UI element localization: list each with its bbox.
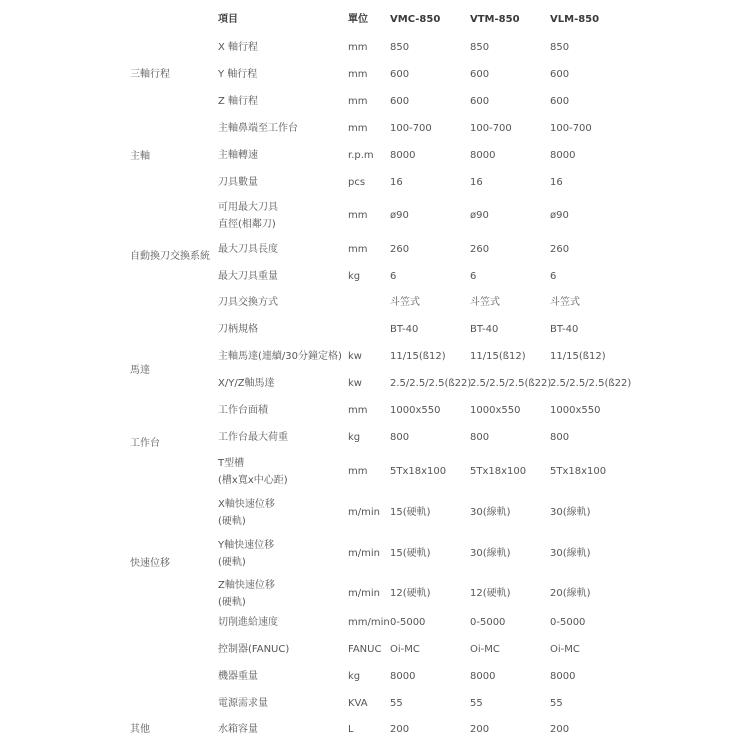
row-value-model-1: 600 xyxy=(390,69,410,80)
row-value-model-1: 12(硬軌) xyxy=(390,588,431,599)
row-item-label: (硬軌) xyxy=(218,557,246,568)
row-value-model-2: 600 xyxy=(470,69,490,80)
row-value-model-1: 600 xyxy=(390,96,410,107)
row-value-model-3: 8000 xyxy=(550,671,576,682)
row-unit: mm xyxy=(348,210,368,221)
row-value-model-3: 30(線軌) xyxy=(550,548,591,559)
row-item-label: (硬軌) xyxy=(218,516,246,527)
row-value-model-1: 850 xyxy=(390,42,410,53)
row-value-model-2: 30(線軌) xyxy=(470,507,511,518)
row-value-model-2: 260 xyxy=(470,244,490,255)
group-label: 三軸行程 xyxy=(130,69,170,80)
row-value-model-3: 5Tx18x100 xyxy=(550,466,607,477)
row-value-model-2: 1000x550 xyxy=(470,405,521,416)
group-label: 自動換刀交換系統 xyxy=(130,251,210,262)
row-value-model-2: 5Tx18x100 xyxy=(470,466,527,477)
row-value-model-2: 200 xyxy=(470,724,490,735)
row-value-model-3: 11/15(ß12) xyxy=(550,351,606,362)
row-value-model-2: Oi-MC xyxy=(470,644,500,655)
row-unit: kg xyxy=(348,432,361,443)
row-value-model-3: Oi-MC xyxy=(550,644,580,655)
row-value-model-3: 1000x550 xyxy=(550,405,601,416)
row-item-label: 最大刀具長度 xyxy=(218,244,278,255)
row-unit: mm xyxy=(348,69,368,80)
row-unit: m/min xyxy=(348,588,380,599)
row-unit: mm xyxy=(348,466,368,477)
group-label: 其他 xyxy=(130,724,150,735)
row-item-label: X軸快速位移 xyxy=(218,499,275,510)
row-unit: FANUC xyxy=(348,644,382,655)
row-value-model-2: 850 xyxy=(470,42,490,53)
row-value-model-1: 6 xyxy=(390,271,397,282)
row-unit: pcs xyxy=(348,177,366,188)
row-value-model-2: 2.5/2.5/2.5(ß22) xyxy=(470,378,552,389)
header-model-1: VMC-850 xyxy=(390,14,441,25)
row-item-label: (槽x寬x中心距) xyxy=(218,475,288,486)
row-value-model-1: 8000 xyxy=(390,150,416,161)
row-value-model-2: 55 xyxy=(470,698,483,709)
row-item-label: Y 軸行程 xyxy=(218,69,258,80)
row-value-model-2: 6 xyxy=(470,271,477,282)
row-item-label: 主軸轉速 xyxy=(218,150,258,161)
row-value-model-1: 斗笠式 xyxy=(390,297,420,308)
group-label: 馬達 xyxy=(130,365,150,376)
row-item-label: 主軸鼻端至工作台 xyxy=(218,123,298,134)
header-unit: 單位 xyxy=(348,14,368,25)
row-unit: mm xyxy=(348,123,368,134)
row-value-model-3: 8000 xyxy=(550,150,576,161)
row-value-model-1: 15(硬軌) xyxy=(390,507,431,518)
row-unit: L xyxy=(348,724,354,735)
row-value-model-1: 11/15(ß12) xyxy=(390,351,446,362)
row-item-label: 機器重量 xyxy=(218,671,258,682)
row-value-model-2: 11/15(ß12) xyxy=(470,351,526,362)
row-value-model-3: 600 xyxy=(550,69,570,80)
row-value-model-2: ø90 xyxy=(470,210,489,221)
row-value-model-2: 16 xyxy=(470,177,483,188)
row-value-model-1: 15(硬軌) xyxy=(390,548,431,559)
row-value-model-2: 30(線軌) xyxy=(470,548,511,559)
row-item-label: 切削進給速度 xyxy=(218,617,278,628)
row-item-label: 刀具數量 xyxy=(218,177,258,188)
row-item-label: Z 軸行程 xyxy=(218,96,259,107)
row-unit: kw xyxy=(348,351,362,362)
row-item-label: 刀柄規格 xyxy=(218,324,258,335)
row-value-model-1: Oi-MC xyxy=(390,644,420,655)
row-value-model-3: 55 xyxy=(550,698,563,709)
row-item-label: 工作台面積 xyxy=(218,405,268,416)
row-item-label: 工作台最大荷重 xyxy=(218,432,288,443)
row-item-label: 主軸馬達(連續/30分鐘定格) xyxy=(218,351,342,362)
row-value-model-1: 1000x550 xyxy=(390,405,441,416)
row-item-label: 控制器(FANUC) xyxy=(218,644,290,655)
header-model-2: VTM-850 xyxy=(470,14,520,25)
row-value-model-3: 2.5/2.5/2.5(ß22) xyxy=(550,378,632,389)
row-value-model-2: 斗笠式 xyxy=(470,297,500,308)
row-value-model-1: 5Tx18x100 xyxy=(390,466,447,477)
row-value-model-1: 0-5000 xyxy=(390,617,426,628)
row-value-model-3: 20(線軌) xyxy=(550,588,591,599)
row-value-model-3: 0-5000 xyxy=(550,617,586,628)
row-value-model-2: 600 xyxy=(470,96,490,107)
row-unit: mm xyxy=(348,405,368,416)
row-item-label: X 軸行程 xyxy=(218,42,259,53)
row-value-model-3: 100-700 xyxy=(550,123,592,134)
row-unit: kw xyxy=(348,378,362,389)
row-value-model-2: 800 xyxy=(470,432,490,443)
row-unit: mm xyxy=(348,244,368,255)
row-unit: r.p.m xyxy=(348,150,374,161)
row-value-model-1: 16 xyxy=(390,177,403,188)
row-item-label: Z軸快速位移 xyxy=(218,580,275,591)
row-unit: mm/min xyxy=(348,617,390,628)
row-value-model-1: 200 xyxy=(390,724,410,735)
row-value-model-1: 2.5/2.5/2.5(ß22) xyxy=(390,378,472,389)
row-value-model-2: 8000 xyxy=(470,150,496,161)
row-item-label: Y軸快速位移 xyxy=(218,540,275,551)
row-value-model-3: 850 xyxy=(550,42,570,53)
row-value-model-2: 100-700 xyxy=(470,123,512,134)
row-value-model-3: 600 xyxy=(550,96,570,107)
row-value-model-2: BT-40 xyxy=(470,324,499,335)
group-label: 工作台 xyxy=(130,438,160,449)
row-value-model-3: 260 xyxy=(550,244,570,255)
row-unit: KVA xyxy=(348,698,368,709)
row-value-model-1: 8000 xyxy=(390,671,416,682)
row-item-label: 直徑(相鄰刀) xyxy=(218,219,276,230)
row-value-model-3: 800 xyxy=(550,432,570,443)
row-unit: mm xyxy=(348,42,368,53)
row-value-model-1: BT-40 xyxy=(390,324,419,335)
row-item-label: X/Y/Z軸馬達 xyxy=(218,378,275,389)
row-item-label: (硬軌) xyxy=(218,597,246,608)
row-item-label: 水箱容量 xyxy=(218,724,258,735)
row-value-model-3: 16 xyxy=(550,177,563,188)
row-value-model-2: 8000 xyxy=(470,671,496,682)
row-unit: m/min xyxy=(348,548,380,559)
row-item-label: 刀具交換方式 xyxy=(218,297,278,308)
row-value-model-3: ø90 xyxy=(550,210,569,221)
row-value-model-3: 6 xyxy=(550,271,557,282)
group-label: 快速位移 xyxy=(130,558,170,569)
row-value-model-3: 30(線軌) xyxy=(550,507,591,518)
row-value-model-3: 200 xyxy=(550,724,570,735)
row-unit: mm xyxy=(348,96,368,107)
row-unit: kg xyxy=(348,271,361,282)
row-unit: kg xyxy=(348,671,361,682)
row-value-model-1: 260 xyxy=(390,244,410,255)
row-value-model-3: BT-40 xyxy=(550,324,579,335)
row-value-model-1: 100-700 xyxy=(390,123,432,134)
row-value-model-1: 55 xyxy=(390,698,403,709)
row-item-label: 可用最大刀具 xyxy=(218,202,278,213)
row-value-model-1: ø90 xyxy=(390,210,409,221)
row-item-label: T型槽 xyxy=(218,458,245,469)
row-unit: m/min xyxy=(348,507,380,518)
group-label: 主軸 xyxy=(130,151,150,162)
row-item-label: 電源需求量 xyxy=(218,698,268,709)
header-item: 項目 xyxy=(218,14,238,25)
row-value-model-2: 0-5000 xyxy=(470,617,506,628)
row-value-model-3: 斗笠式 xyxy=(550,297,580,308)
row-value-model-2: 12(硬軌) xyxy=(470,588,511,599)
row-item-label: 最大刀具重量 xyxy=(218,271,278,282)
row-value-model-1: 800 xyxy=(390,432,410,443)
header-model-3: VLM-850 xyxy=(550,14,600,25)
